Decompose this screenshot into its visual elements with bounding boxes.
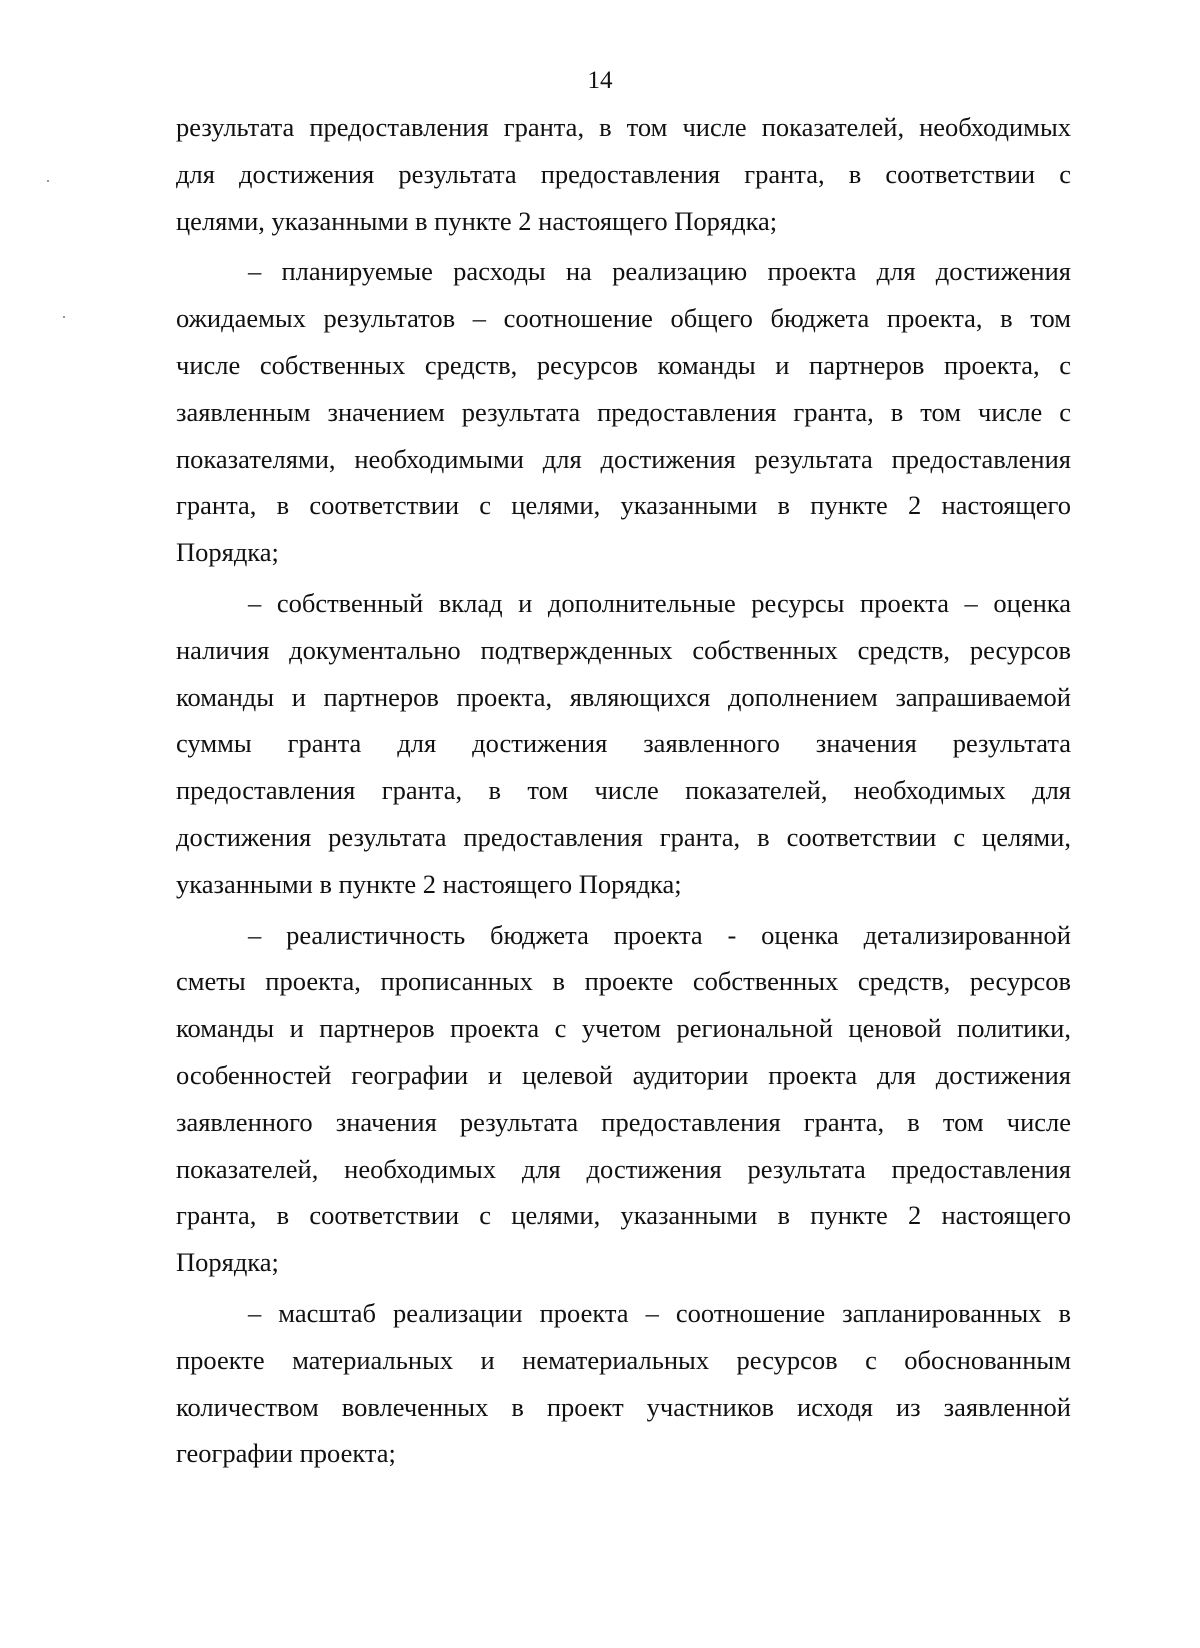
text-line: предоставления гранта, в том числе показателей, необходимых для <box>176 775 1071 806</box>
text-line: ожидаемых результатов – соотношение общего бюджета проекта, в том <box>176 303 1071 334</box>
text-line: Порядка; <box>176 1247 279 1278</box>
text-line: особенностей географии и целевой аудитории проекта для достижения <box>176 1059 1071 1090</box>
text-line: команды и партнеров проекта с учетом региональной ценовой политики, <box>176 1013 1071 1044</box>
text-line: целями, указанными в пункте 2 настоящего Порядка; <box>176 205 778 236</box>
text-line: заявленным значением результата предоставления гранта, в том числе с <box>176 396 1071 427</box>
paragraph <box>176 248 1071 576</box>
text-line: суммы гранта для достижения заявленного значения результата <box>176 728 1071 759</box>
paragraph <box>176 580 1071 908</box>
text-line: показателями, необходимыми для достижения результата предоставления <box>176 443 1071 474</box>
paragraph <box>176 912 1071 1286</box>
paragraph <box>176 104 1071 244</box>
text-line: количеством вовлеченных в проект участников исходя из заявленной <box>176 1391 1071 1422</box>
page-number: 14 <box>587 67 613 94</box>
text-line: результата предоставления гранта, в том числе показателей, необходимых <box>176 112 1071 142</box>
scan-speck <box>63 316 65 318</box>
body-text <box>176 104 1071 1477</box>
scan-speck <box>47 180 49 182</box>
text-line: показателей, необходимых для достижения результата предоставления <box>176 1153 1071 1184</box>
text-line: заявленного значения результата предоставления гранта, в том числе <box>176 1106 1071 1137</box>
text-line: сметы проекта, прописанных в проекте собственных средств, ресурсов <box>176 966 1071 997</box>
text-line: – реалистичность бюджета проекта - оценка детализированной <box>248 919 1071 950</box>
text-line: – планируемые расходы на реализацию проекта для достижения <box>248 256 1071 287</box>
text-line: гранта, в соответствии с целями, указанными в пункте 2 настоящего <box>176 1200 1071 1231</box>
paragraph <box>176 1290 1071 1477</box>
text-line: числе собственных средств, ресурсов команды и партнеров проекта, с <box>176 349 1071 380</box>
text-line: наличия документально подтвержденных собственных средств, ресурсов <box>176 634 1071 665</box>
text-line: команды и партнеров проекта, являющихся дополнением запрашиваемой <box>176 681 1071 712</box>
text-line: для достижения результата предоставления гранта, в соответствии с <box>176 158 1071 189</box>
text-line: Порядка; <box>176 537 279 568</box>
text-line: проекте материальных и нематериальных ресурсов с обоснованным <box>176 1344 1071 1375</box>
text-line: указанными в пункте 2 настоящего Порядка; <box>176 868 682 899</box>
text-line: – масштаб реализации проекта – соотношение запланированных в <box>248 1297 1071 1328</box>
text-line: – собственный вклад и дополнительные ресурсы проекта – оценка <box>248 587 1071 618</box>
text-line: достижения результата предоставления гранта, в соответствии с целями, <box>176 821 1071 852</box>
text-line: географии проекта; <box>176 1438 396 1469</box>
text-line: гранта, в соответствии с целями, указанными в пункте 2 настоящего <box>176 490 1071 521</box>
